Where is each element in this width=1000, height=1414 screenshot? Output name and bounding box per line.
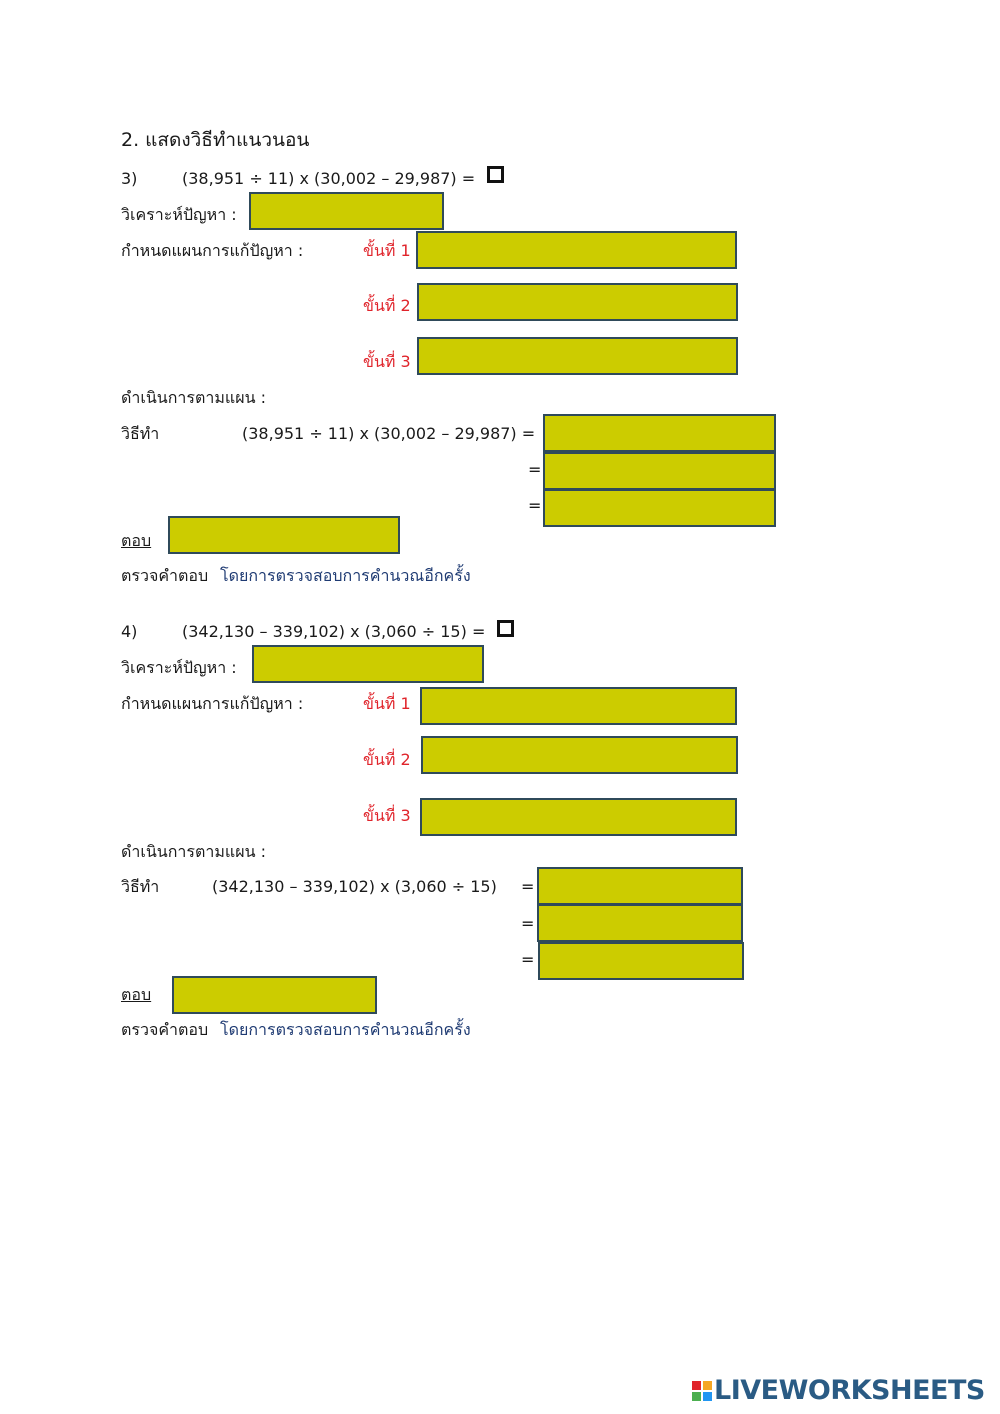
check-text: โดยการตรวจสอบการคำนวณอีกครั้ง	[220, 566, 471, 585]
answer-label: ตอบ	[121, 985, 152, 1004]
method-line-2-input[interactable]	[543, 452, 776, 490]
method-line-3-input[interactable]	[538, 942, 744, 980]
method-line-3-input[interactable]	[543, 489, 776, 527]
step-3-input[interactable]	[417, 337, 738, 375]
method-label: วิธีทำ	[121, 424, 160, 443]
plan-label: กำหนดแผนการแก้ปัญหา :	[121, 241, 304, 260]
method-line-1-input[interactable]	[543, 414, 776, 452]
analyze-input[interactable]	[249, 192, 444, 230]
step-label-2: ขั้นที่ 2	[363, 750, 411, 769]
answer-label: ตอบ	[121, 531, 152, 550]
answer-input[interactable]	[168, 516, 400, 554]
analyze-input[interactable]	[252, 645, 484, 683]
problem-number: 3)	[121, 169, 138, 188]
plan-label: กำหนดแผนการแก้ปัญหา :	[121, 694, 304, 713]
execute-label: ดำเนินการตามแผน :	[121, 842, 267, 861]
section-title: 2. แสดงวิธีทำแนวนอน	[121, 129, 310, 151]
step-label-3: ขั้นที่ 3	[363, 352, 411, 371]
check-label: ตรวจคำตอบ	[121, 1020, 209, 1039]
step-1-input[interactable]	[420, 687, 737, 725]
equals-sign: =	[528, 460, 542, 479]
method-line-1-input[interactable]	[537, 867, 743, 905]
equals-sign: =	[528, 496, 542, 515]
equals-sign: =	[521, 914, 535, 933]
step-label-1: ขั้นที่ 1	[363, 694, 411, 713]
execute-label: ดำเนินการตามแผน :	[121, 388, 267, 407]
step-label-3: ขั้นที่ 3	[363, 806, 411, 825]
analyze-label: วิเคราะห์ปัญหา :	[121, 205, 237, 224]
step-label-2: ขั้นที่ 2	[363, 296, 411, 315]
method-line-2-input[interactable]	[537, 904, 743, 942]
analyze-label: วิเคราะห์ปัญหา :	[121, 658, 237, 677]
problem-number: 4)	[121, 622, 138, 641]
liveworksheets-logo-icon	[692, 1381, 712, 1401]
check-label: ตรวจคำตอบ	[121, 566, 209, 585]
equals-sign: =	[521, 877, 535, 896]
step-1-input[interactable]	[416, 231, 737, 269]
liveworksheets-logo	[692, 1376, 985, 1406]
problem-expression: (38,951 ÷ 11) x (30,002 – 29,987) =	[182, 169, 476, 188]
method-expression: (342,130 – 339,102) x (3,060 ÷ 15)	[212, 877, 497, 896]
step-2-input[interactable]	[421, 736, 738, 774]
answer-square-icon	[497, 620, 514, 637]
equals-sign: =	[521, 950, 535, 969]
answer-input[interactable]	[172, 976, 377, 1014]
method-expression: (38,951 ÷ 11) x (30,002 – 29,987) =	[242, 424, 536, 443]
check-text: โดยการตรวจสอบการคำนวณอีกครั้ง	[220, 1020, 471, 1039]
method-label: วิธีทำ	[121, 877, 160, 896]
step-3-input[interactable]	[420, 798, 737, 836]
brand-name: LIVEWORKSHEETS	[714, 1375, 985, 1406]
step-2-input[interactable]	[417, 283, 738, 321]
problem-expression: (342,130 – 339,102) x (3,060 ÷ 15) =	[182, 622, 486, 641]
answer-square-icon	[487, 166, 504, 183]
step-label-1: ขั้นที่ 1	[363, 241, 411, 260]
